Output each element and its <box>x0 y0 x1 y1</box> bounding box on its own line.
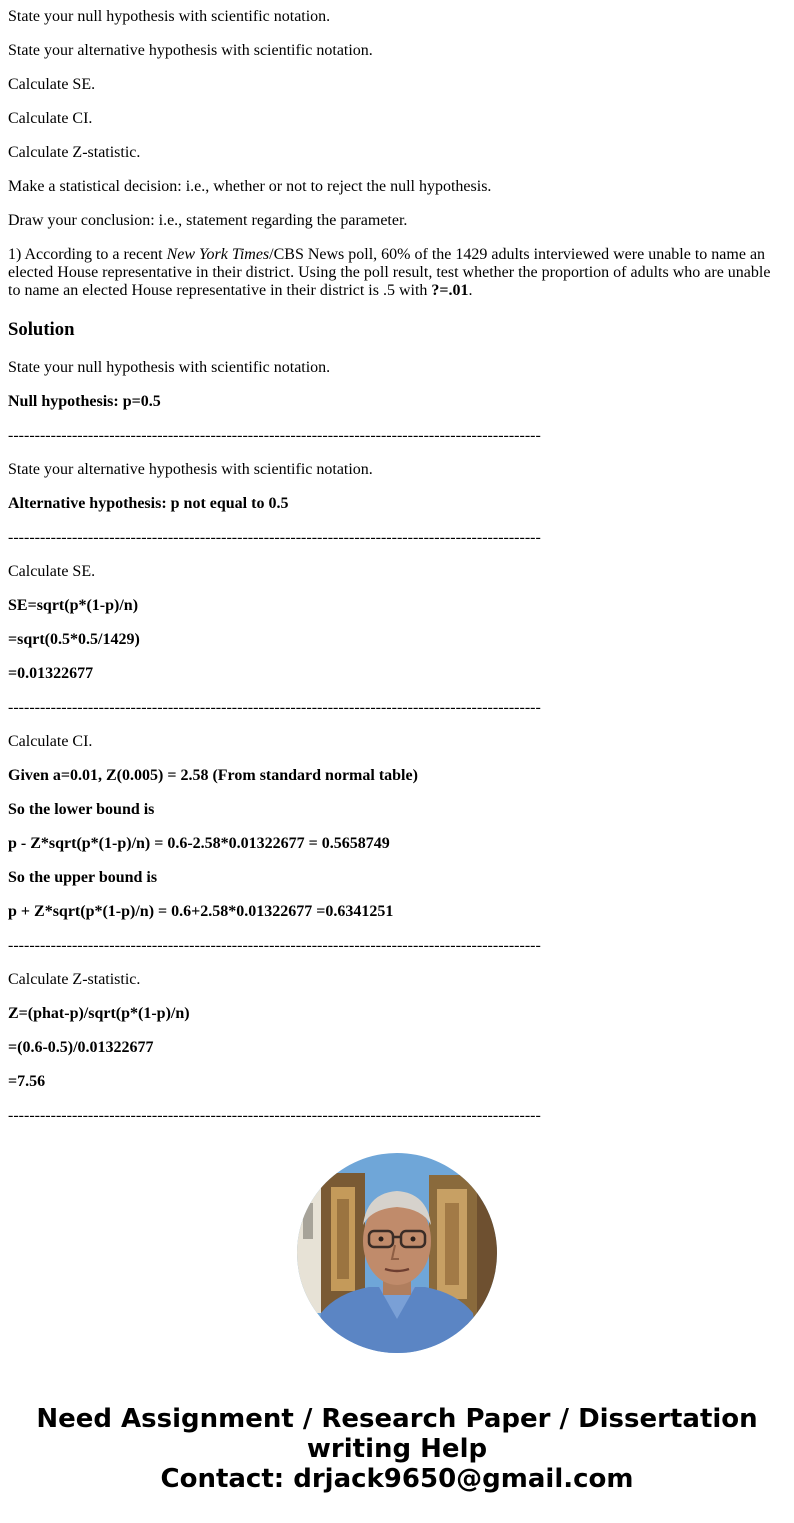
problem-source: New York Times <box>166 246 270 263</box>
separator: ---------------------------------------------------------------------------------------------------- <box>8 529 541 546</box>
se-substitution: =sqrt(0.5*0.5/1429) <box>8 631 140 648</box>
ci-given: Given a=0.01, Z(0.005) = 2.58 (From standard normal table) <box>8 767 418 784</box>
footer-line-1: Need Assignment / Research Paper / Dissertation <box>36 1404 758 1434</box>
question-null: State your null hypothesis with scientific notation. <box>8 8 331 25</box>
solution-heading: Solution <box>8 319 75 340</box>
problem-prefix: 1) According to a recent <box>8 246 167 263</box>
footer-contact: Contact: drjack9650@gmail.com <box>160 1464 634 1494</box>
problem-statement <box>8 246 778 300</box>
problem-alpha: ?=.01 <box>431 282 469 299</box>
question-decision: Make a statistical decision: i.e., whether or not to reject the null hypothesis. <box>8 178 492 195</box>
z-result: =7.56 <box>8 1073 46 1090</box>
z-formula: Z=(phat-p)/sqrt(p*(1-p)/n) <box>8 1005 190 1022</box>
footer-line-2: writing Help <box>306 1434 488 1464</box>
solution-question-se: Calculate SE. <box>8 563 96 580</box>
z-substitution: =(0.6-0.5)/0.01322677 <box>8 1039 154 1056</box>
separator: ---------------------------------------------------------------------------------------------------- <box>8 427 541 444</box>
footer-banner <box>0 1404 794 1494</box>
question-ci: Calculate CI. <box>8 110 93 127</box>
se-formula: SE=sqrt(p*(1-p)/n) <box>8 597 139 614</box>
ci-lower-value: p - Z*sqrt(p*(1-p)/n) = 0.6-2.58*0.01322677 = 0.5658749 <box>8 835 390 852</box>
question-alt: State your alternative hypothesis with scientific notation. <box>8 42 373 59</box>
separator: ---------------------------------------------------------------------------------------------------- <box>8 699 541 716</box>
alt-hypothesis-answer: Alternative hypothesis: p not equal to 0.5 <box>8 495 289 512</box>
problem-body: /CBS News poll, 60% of the 1429 adults interviewed were unable to name an elected House representative in their district. Using the poll result, test whether the proportion of adults who are unable to name an elected House representative in their district is .5 with <box>8 246 771 299</box>
solution-question-alt: State your alternative hypothesis with scientific notation. <box>8 461 373 478</box>
avatar <box>297 1153 497 1353</box>
separator: ---------------------------------------------------------------------------------------------------- <box>8 1107 541 1124</box>
question-z: Calculate Z-statistic. <box>8 144 141 161</box>
separator: ---------------------------------------------------------------------------------------------------- <box>8 937 541 954</box>
portrait-image <box>297 1153 497 1353</box>
se-result: =0.01322677 <box>8 665 94 682</box>
question-se: Calculate SE. <box>8 76 96 93</box>
problem-end: . <box>468 282 473 299</box>
ci-upper-label: So the upper bound is <box>8 869 158 886</box>
ci-upper-value: p + Z*sqrt(p*(1-p)/n) = 0.6+2.58*0.01322677 =0.6341251 <box>8 903 394 920</box>
solution-question-z: Calculate Z-statistic. <box>8 971 141 988</box>
solution-question-ci: Calculate CI. <box>8 733 93 750</box>
question-conclusion: Draw your conclusion: i.e., statement regarding the parameter. <box>8 212 408 229</box>
ci-lower-label: So the lower bound is <box>8 801 155 818</box>
solution-question-null: State your null hypothesis with scientific notation. <box>8 359 331 376</box>
null-hypothesis-answer: Null hypothesis: p=0.5 <box>8 393 161 410</box>
